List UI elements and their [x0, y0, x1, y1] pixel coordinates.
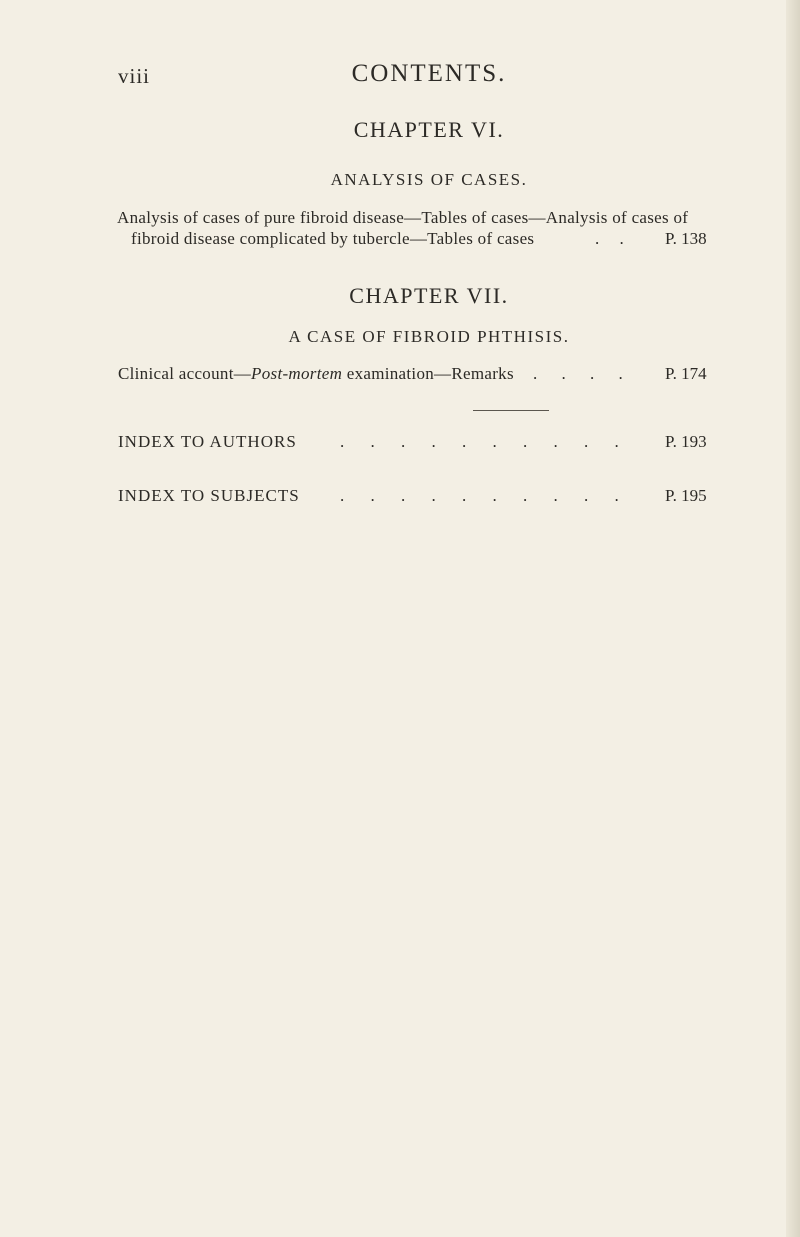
- chapter-7-heading: CHAPTER VII.: [349, 283, 509, 308]
- chapter-7-leader: . . . .: [533, 364, 633, 383]
- running-head: CONTENTS.: [351, 60, 507, 87]
- index-authors-label: INDEX TO AUTHORS: [118, 432, 297, 451]
- chapter-7-line: [118, 364, 514, 384]
- index-subjects-page-ref: P. 195: [665, 486, 707, 505]
- index-subjects-leader: . . . . . . . . . .: [340, 486, 630, 505]
- chapter-7-text-lead: Clinical account—: [118, 364, 252, 383]
- chapter-6-title: ANALYSIS OF CASES.: [330, 170, 528, 189]
- page-folio: viii: [118, 64, 151, 88]
- chapter-6-leader: . .: [595, 229, 632, 248]
- chapter-7-page-ref: P. 174: [665, 364, 707, 383]
- chapter-7-title: A CASE OF FIBROID PHTHISIS.: [288, 327, 570, 346]
- index-authors-page-ref: P. 193: [665, 432, 707, 451]
- chapter-6-line-2: fibroid disease complicated by tubercle—Tables of cases: [131, 229, 535, 248]
- chapter-6-page-ref: P. 138: [665, 229, 707, 248]
- index-subjects-label: INDEX TO SUBJECTS: [118, 486, 300, 505]
- chapter-7-text-tail: examination—Remarks: [342, 364, 514, 383]
- index-authors-leader: . . . . . . . . . .: [340, 432, 630, 451]
- chapter-6-heading: CHAPTER VI.: [353, 117, 505, 142]
- section-divider: [473, 410, 549, 411]
- chapter-6-line-1: Analysis of cases of pure fibroid disease—Tables of cases—Analysis of cases of: [117, 208, 689, 227]
- chapter-7-text-italic: Post-mortem: [251, 364, 343, 383]
